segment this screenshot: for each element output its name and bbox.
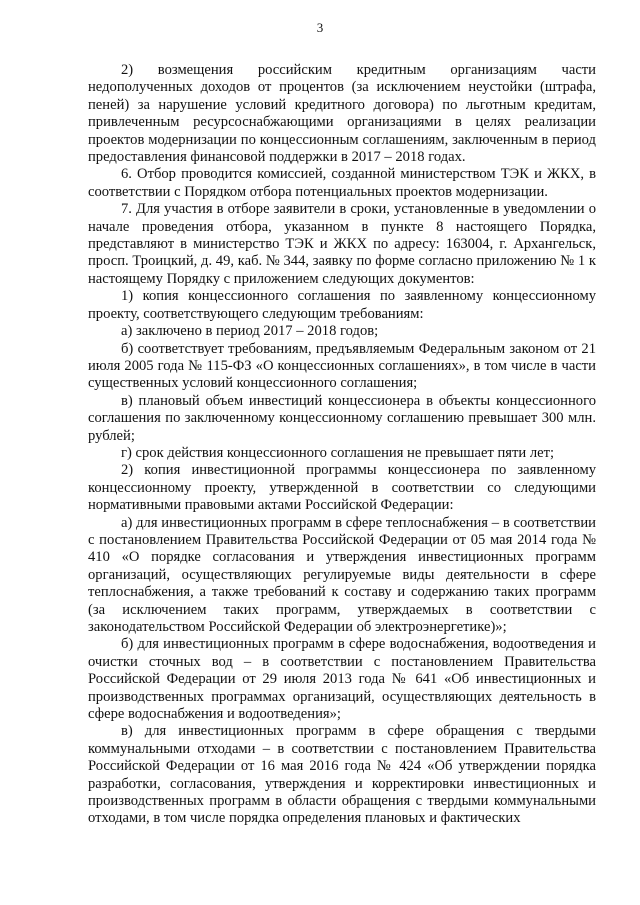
paragraph-subitem-b-water-supply: б) для инвестиционных программ в сфере водоснабжения, водоотведения и очистки сточных вод – в соответствии с постановлением Правительства Российской Федерации от 29 июля 2013 года № 641 «Об инвестиционных и производственных программах организаций, осуществляющих деятельность в сфере водоснабжения и водоотведения»; [88, 636, 596, 723]
paragraph-subitem-v-solid-waste: в) для инвестиционных программ в сфере обращения с твердыми коммунальными отходами – в соответствии с постановлением Правительства Российской Федерации от 16 мая 2016 года № 424 «Об утверждении порядка разработки, согласования, утверждения и корректировки инвестиционных и производственных программ в области обращения с твердыми коммунальными отходами, в том числе порядка определения плановых и фактических [88, 723, 596, 827]
page-number: 3 [316, 20, 324, 35]
paragraph-subitem-a-period: а) заключено в период 2017 – 2018 годов; [121, 323, 379, 340]
paragraph-item-2-compensation: 2) возмещения российским кредитным организациям части недополученных доходов от процентов (за исключением неустойки (штрафа, пеней) за нарушение условий кредитного договора) по льготным кредитам, привлеченным ресурсоснабжающими организациями в целях реализации проектов модернизации по концессионным соглашениям, заключенным в период предоставления финансовой поддержки в 2017 – 2018 годах. [88, 62, 596, 166]
paragraph-6-selection-commission: 6. Отбор проводится комиссией, созданной министерством ТЭК и ЖКХ, в соответствии с Порядком отбора потенциальных проектов модернизации. [88, 166, 596, 200]
paragraph-subitem-g-term: г) срок действия концессионного соглашения не превышает пяти лет; [121, 444, 555, 461]
paragraph-7-application: 7. Для участия в отборе заявители в сроки, установленные в уведомлении о начале проведения отбора, указанном в пункте 8 настоящего Порядка, представляют в министерство ТЭК и ЖКХ по адресу: 163004, г. Архангельск, просп. Троицкий, д. 49, каб. № 344, заявку по форме согласно приложению № 1 к настоящему Порядку с приложением следующих документов: [88, 201, 596, 287]
paragraph-item-2-investment-program: 2) копия инвестиционной программы концессионера по заявленному концессионному проекту, утвержденной в соответствии со следующими нормативными правовыми актами Российской Федерации: [88, 462, 596, 514]
paragraph-subitem-a-heat-supply: а) для инвестиционных программ в сфере теплоснабжения – в соответствии с постановлением Правительства Российской Федерации от 05 мая 2014 года № 410 «О порядке согласования и утверждения инвестиционных программ организаций, осуществляющих регулируемые виды деятельности в сфере теплоснабжения, а также требований к составу и содержанию таких программ (за исключением таких программ, утверждаемых в соответствии с законодательством Российской Федерации об электроэнергетике)»; [88, 514, 596, 635]
paragraph-subitem-v-investment-volume: в) плановый объем инвестиций концессионера в объекты концессионного соглашения по заключенному концессионному соглашению превышает 300 млн. рублей; [88, 392, 596, 444]
paragraph-subitem-b-federal-law: б) соответствует требованиям, предъявляемым Федеральным законом от 21 июля 2005 года № 115-ФЗ «О концессионных соглашениях», в том числе в части существенных условий концессионного соглашения; [88, 340, 596, 392]
paragraph-item-1-concession-copy: 1) копия концессионного соглашения по заявленному концессионному проекту, соответствующего следующим требованиям: [88, 288, 596, 322]
document-body [88, 62, 596, 828]
